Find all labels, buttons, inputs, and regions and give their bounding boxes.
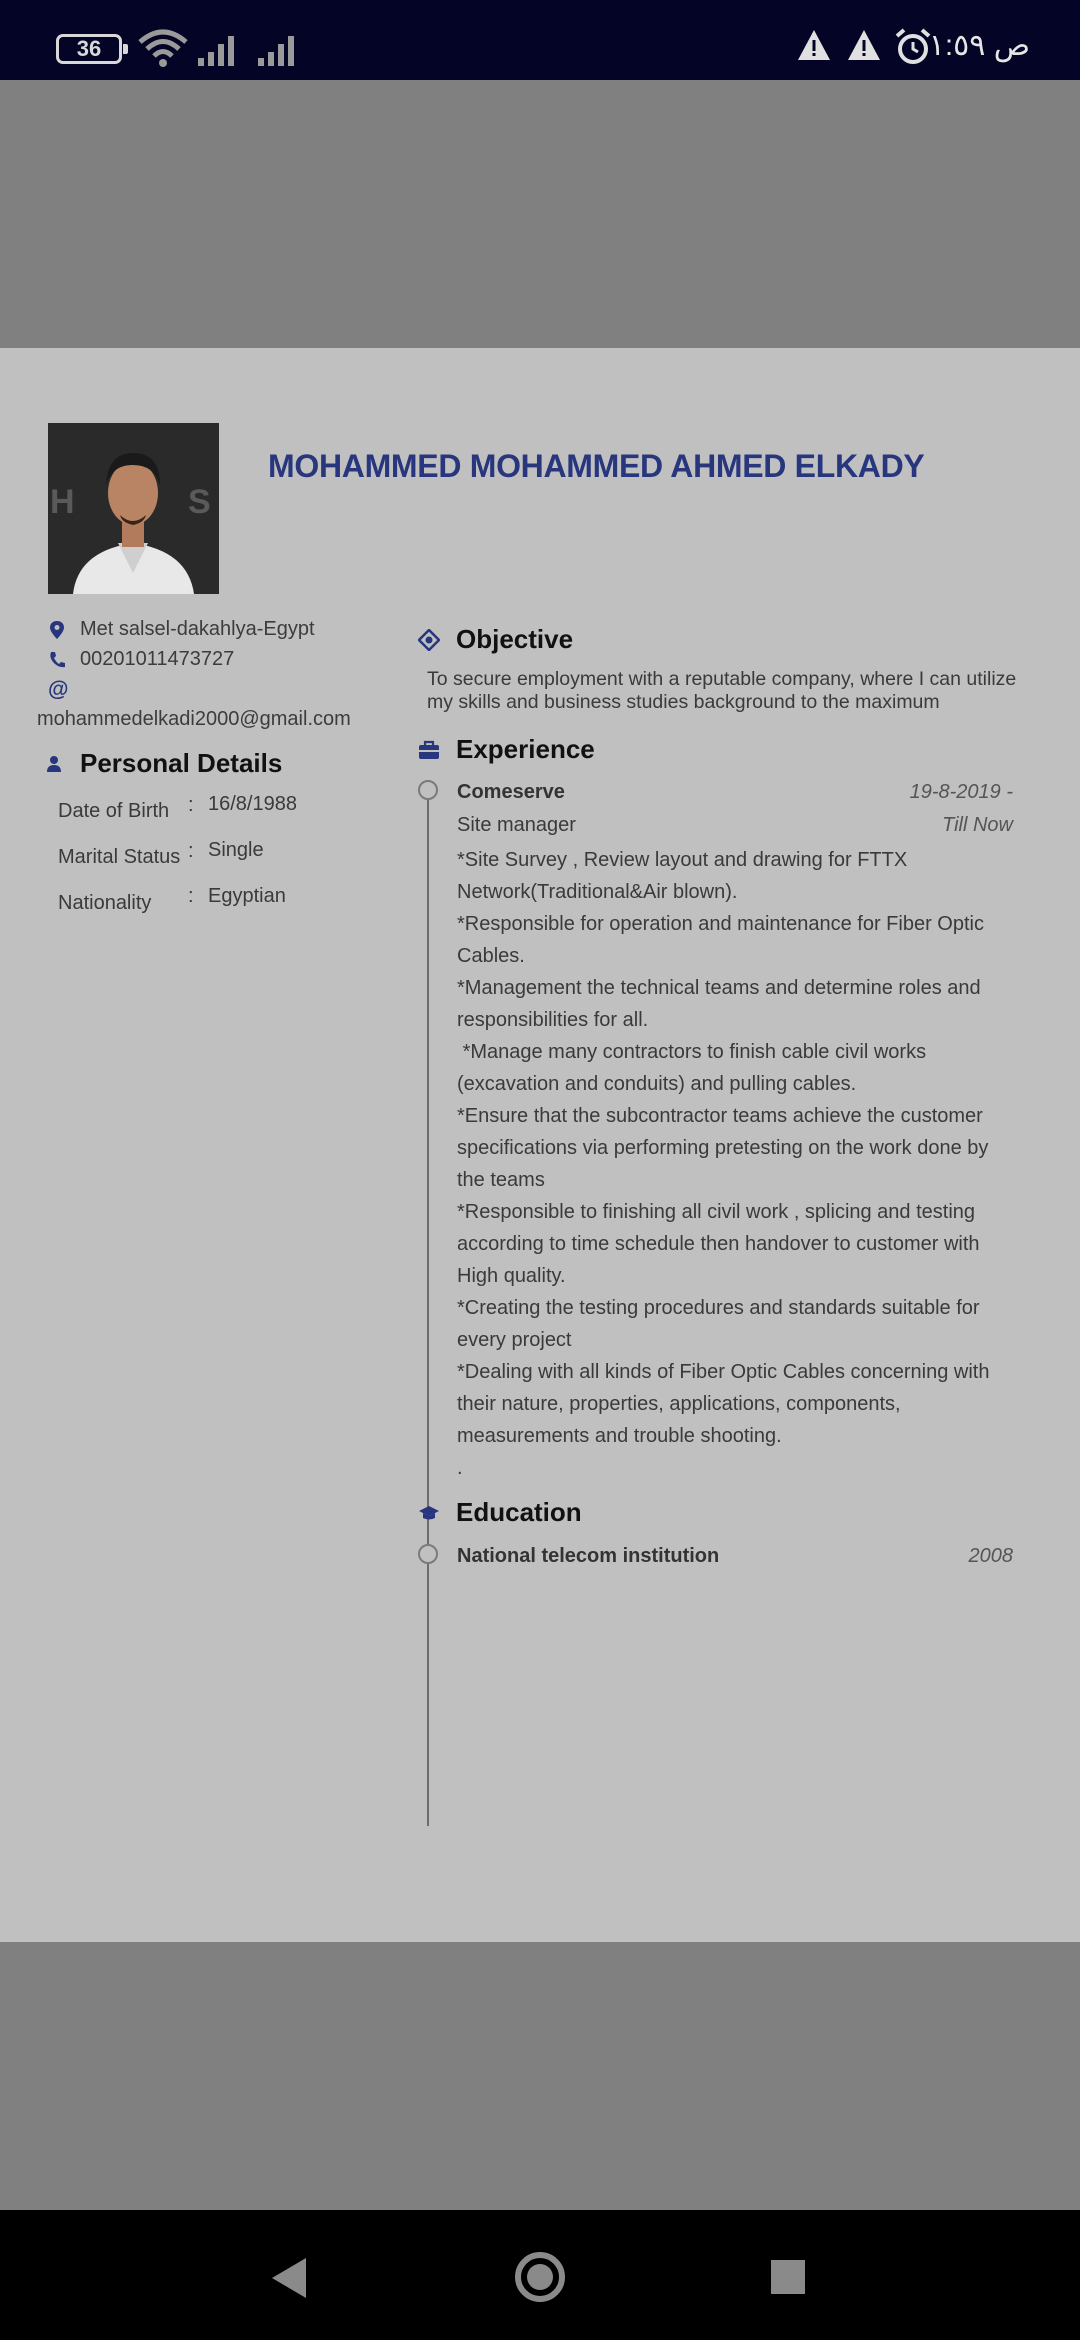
- education-heading: [418, 1497, 582, 1528]
- experience-date-from: 19-8-2019 -: [909, 781, 1013, 803]
- personal-details-heading: [44, 748, 282, 779]
- experience-timeline: [427, 794, 429, 1826]
- at-icon: @: [48, 678, 69, 701]
- personal-details-title: Personal Details: [80, 748, 283, 778]
- experience-heading: [418, 734, 595, 765]
- person-icon: [44, 754, 64, 774]
- recent-apps-button[interactable]: [771, 2260, 805, 2294]
- resume-document[interactable]: [0, 348, 1080, 1942]
- signal-icon: [196, 28, 246, 68]
- phone-text: 00201011473727: [80, 648, 235, 670]
- education-title: Education: [456, 1497, 582, 1527]
- full-name: MOHAMMED MOHAMMED AHMED ELKADY: [268, 448, 925, 484]
- profile-photo: [48, 423, 219, 594]
- phone-line: [48, 648, 234, 671]
- svg-text:S: S: [188, 483, 211, 521]
- objective-heading: [418, 624, 573, 655]
- back-button[interactable]: [272, 2258, 306, 2298]
- education-timeline: [427, 1558, 429, 1616]
- experience-title: Experience: [456, 734, 595, 764]
- location-text: Met salsel-dakahlya-Egypt: [80, 618, 315, 640]
- status-bar: [0, 0, 1080, 80]
- email-text: mohammedelkadi2000@gmail.com: [37, 708, 351, 730]
- target-icon: [418, 629, 440, 651]
- navigation-bar: [0, 2210, 1080, 2340]
- nationality-label: Nationality: [58, 892, 152, 914]
- experience-timeline-dot: [418, 780, 438, 800]
- objective-text: To secure employment with a reputable company, where I can utilize my skills and business studies background to the maximum: [427, 668, 1017, 713]
- dob-value: 16/8/1988: [208, 793, 297, 815]
- email-line: [37, 708, 351, 731]
- nationality-value: Egyptian: [208, 885, 286, 907]
- experience-description: *Site Survey , Review layout and drawing for FTTX Network(Traditional&Air blown). *Responsible for operation and maintenance for Fiber Optic Cables. *Management the technical teams and determine roles and responsibilities for all. *Manage many contractors to finish cable civil works (excavation and conduits) and pulling cables. *Ensure that the subcontractor teams achieve the customer specifications via performing pretesting on the work done by the teams *Responsible to finishing all civil work , splicing and testing according to time schedule then handover to customer with High quality. *Creating the testing procedures and standards suitable for every project *Dealing with all kinds of Fiber Optic Cables concerning with their nature, properties, applications, components, measurements and trouble shooting. .: [457, 849, 990, 1479]
- location-line: [48, 618, 315, 641]
- experience-date-to: Till Now: [942, 814, 1013, 836]
- wifi-icon: [138, 28, 188, 68]
- email-icon-line: [48, 678, 68, 702]
- warning-icon: [796, 28, 832, 62]
- nationality-colon: :: [188, 885, 194, 907]
- battery-level: 36: [76, 36, 102, 61]
- status-time: ص ١:٥٩: [928, 29, 1030, 62]
- signal-icon-2: [256, 28, 306, 68]
- education-year: 2008: [968, 1545, 1013, 1567]
- experience-role: Site manager: [457, 814, 576, 836]
- phone-icon: [48, 650, 66, 670]
- home-button[interactable]: [515, 2252, 565, 2302]
- location-pin-icon: [48, 620, 66, 640]
- education-timeline-dot: [418, 1544, 438, 1564]
- alarm-icon: [894, 28, 932, 66]
- battery-icon: [56, 34, 122, 64]
- marital-status-colon: :: [188, 840, 194, 862]
- avatar-image: [48, 423, 219, 594]
- marital-status-label: Marital Status: [58, 846, 181, 868]
- briefcase-icon: [418, 740, 440, 760]
- education-school: National telecom institution: [457, 1545, 720, 1567]
- svg-text:H: H: [50, 483, 75, 521]
- graduation-cap-icon: [418, 1504, 440, 1522]
- dob-label: Date of Birth: [58, 800, 170, 822]
- warning-icon-2: [846, 28, 882, 62]
- marital-status-value: Single: [208, 839, 264, 861]
- dob-colon: :: [188, 794, 194, 816]
- experience-company: Comeserve: [457, 781, 565, 803]
- objective-title: Objective: [456, 624, 574, 654]
